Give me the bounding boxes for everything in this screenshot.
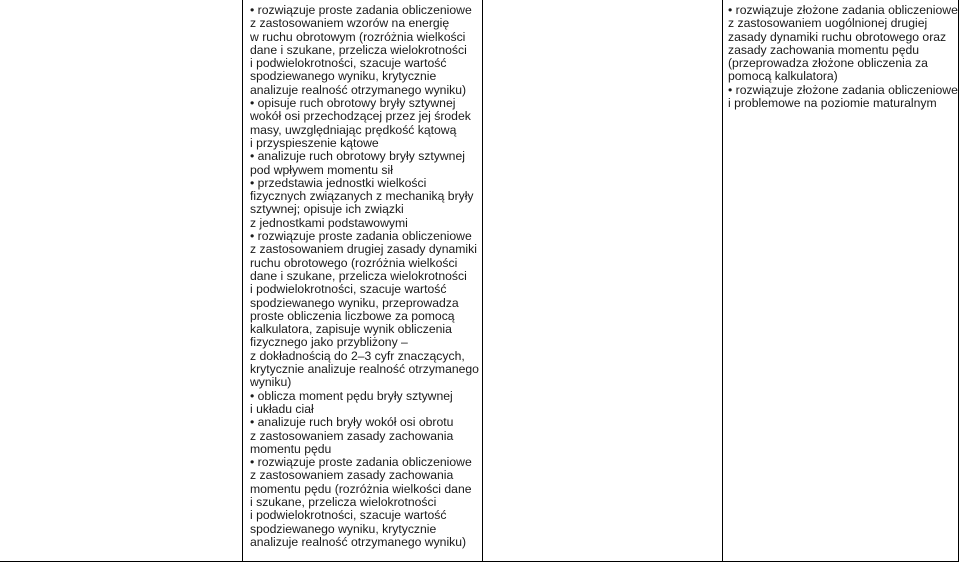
- text-line: (przeprowadza złożone obliczenia za: [728, 56, 928, 71]
- table-cell-column-4: [722, 0, 959, 562]
- cell-text: [728, 4, 959, 110]
- table-cell-column-3: [482, 0, 722, 562]
- text-line: • oblicza moment pędu bryły sztywnej: [250, 388, 453, 403]
- text-line: • rozwiązuje złożone zadania obliczeniowe: [728, 3, 958, 17]
- text-line: pomocą kalkulatora): [728, 69, 838, 84]
- text-line: • rozwiązuje proste zadania obliczeniowe: [250, 229, 472, 244]
- text-line: • przedstawia jednostki wielkości: [250, 175, 427, 190]
- text-line: z zastosowaniem zasady zachowania: [250, 428, 454, 443]
- text-line: kalkulatora, zapisuje wynik obliczenia: [250, 322, 452, 337]
- table-cell-column-2: [242, 0, 482, 562]
- text-line: i podwielokrotności, szacuje wartość: [250, 56, 447, 71]
- text-line: • rozwiązuje złożone zadania obliczeniowe: [728, 82, 958, 97]
- text-line: z zastosowaniem uogólnionej drugiej: [728, 16, 928, 31]
- text-line: masy, uwzględniając prędkość kątową: [250, 122, 457, 137]
- table-cell-column-1: [0, 0, 242, 562]
- text-line: momentu pędu (rozróżnia wielkości dane: [250, 481, 472, 496]
- text-line: spodziewanego wyniku, krytycznie: [250, 69, 437, 84]
- text-line: dane i szukane, przelicza wielokrotności: [250, 268, 467, 283]
- text-line: i problemowe na poziomie maturalnym: [728, 96, 937, 111]
- text-line: • analizuje ruch bryły wokół osi obrotu: [250, 415, 454, 430]
- text-line: wyniku): [250, 375, 292, 390]
- text-line: analizuje realność otrzymanego wyniku): [250, 534, 467, 549]
- text-line: • rozwiązuje proste zadania obliczeniowe: [250, 3, 472, 17]
- text-line: proste obliczenia liczbowe za pomocą: [250, 308, 455, 323]
- text-line: krytycznie analizuje realność otrzymanego: [250, 362, 479, 377]
- text-line: wokół osi przechodzącej przez jej środek: [250, 109, 471, 124]
- text-line: pod wpływem momentu sił: [250, 162, 393, 177]
- text-line: fizycznych związanych z mechaniką bryły: [250, 189, 474, 204]
- text-line: spodziewanego wyniku, krytycznie: [250, 521, 437, 536]
- text-line: z zastosowaniem wzorów na energię: [250, 16, 450, 31]
- text-line: • rozwiązuje proste zadania obliczeniowe: [250, 455, 472, 470]
- text-line: z zastosowaniem drugiej zasady dynamiki: [250, 242, 477, 257]
- text-line: z zastosowaniem zasady zachowania: [250, 468, 454, 483]
- text-line: spodziewanego wyniku, przeprowadza: [250, 295, 459, 310]
- text-line: i układu ciał: [250, 401, 314, 416]
- text-line: w ruchu obrotowym (rozróżnia wielkości: [250, 29, 466, 44]
- text-line: z dokładnością do 2–3 cyfr znaczących,: [250, 348, 465, 363]
- text-line: i podwielokrotności, szacuje wartość: [250, 508, 447, 523]
- text-line: i szukane, przelicza wielokrotności: [250, 494, 437, 509]
- cell-text: [250, 4, 482, 549]
- text-line: sztywnej; opisuje ich związki: [250, 202, 404, 217]
- text-line: zasady zachowania momentu pędu: [728, 42, 920, 57]
- text-line: analizuje realność otrzymanego wyniku): [250, 82, 467, 97]
- text-line: ruchu obrotowego (rozróżnia wielkości: [250, 255, 458, 270]
- text-line: • analizuje ruch obrotowy bryły sztywnej: [250, 149, 465, 164]
- text-line: z jednostkami podstawowymi: [250, 215, 408, 230]
- text-line: fizycznego jako przybliżony –: [250, 335, 408, 350]
- text-line: i przyspieszenie kątowe: [250, 135, 379, 150]
- text-line: i podwielokrotności, szacuje wartość: [250, 282, 447, 297]
- text-line: dane i szukane, przelicza wielokrotności: [250, 42, 467, 57]
- text-line: zasady dynamiki ruchu obrotowego oraz: [728, 29, 947, 44]
- text-line: • opisuje ruch obrotowy bryły sztywnej: [250, 96, 456, 111]
- text-line: momentu pędu: [250, 441, 332, 456]
